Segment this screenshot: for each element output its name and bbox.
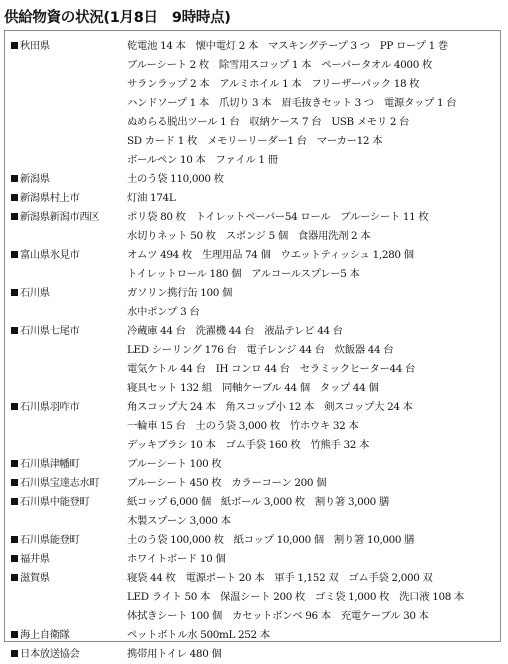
- supply-item-line: デッキブラシ 10 本 ゴム手袋 160 枚 竹熊手 32 本: [127, 439, 370, 451]
- supply-item-line: 一輪車 15 台 土のう袋 3,000 枚 竹ホウキ 32 本: [127, 420, 359, 432]
- supply-item-line: ぬめらる脱出ツール 1 台 収納ケース 7 台 USB メモリ 2 台: [127, 116, 410, 128]
- supply-items: [127, 626, 496, 645]
- location-label: [11, 37, 50, 56]
- supply-item-line: ホワイトボード 10 個: [127, 553, 226, 565]
- supply-item-line: ハンドソープ 1 本 爪切り 3 本 眉毛抜きセット 3 つ 電源タップ 1 台: [127, 97, 457, 109]
- supply-row: [5, 455, 500, 474]
- supply-item-line: 土のう袋 110,000 枚: [127, 173, 224, 185]
- supply-item-line: オムツ 494 枚 生理用品 74 個 ウエットティッシュ 1,280 個: [127, 249, 414, 261]
- bullet-square-icon: [11, 460, 18, 467]
- supply-item-line: 角スコップ大 24 本 角スコップ小 12 本 剣スコップ大 24 本: [127, 401, 413, 413]
- supply-item-line: LED ライト 50 本 保温シート 200 枚 ゴミ袋 1,000 枚 洗口液 108 本: [127, 591, 464, 603]
- supply-items: [127, 37, 496, 170]
- location-name: 石川県七尾市: [20, 325, 80, 337]
- location-label: [11, 493, 89, 512]
- supply-items: [127, 189, 496, 208]
- supply-item-line: ペットボトル水 500mL 252 本: [127, 629, 270, 641]
- supply-row: [5, 474, 500, 493]
- supply-row: [5, 246, 500, 284]
- supply-items: [127, 645, 496, 664]
- location-name: 石川県能登町: [20, 534, 80, 546]
- supply-item-line: ボールペン 10 本 ファイル 1 冊: [127, 154, 278, 166]
- supply-items: [127, 208, 496, 246]
- bullet-square-icon: [11, 574, 18, 581]
- location-name: 石川県中能登町: [20, 496, 90, 508]
- location-label: [11, 170, 50, 189]
- bullet-square-icon: [11, 194, 18, 201]
- supply-item-line: 乾電池 14 本 懐中電灯 2 本 マスキングテープ 3 つ PP ロープ 1 巻: [127, 40, 448, 52]
- supply-items: [127, 246, 496, 284]
- bullet-square-icon: [11, 251, 18, 258]
- supply-row: [5, 189, 500, 208]
- supply-items: [127, 550, 496, 569]
- supply-item-line: 土のう袋 100,000 枚 紙コップ 10,000 個 割り箸 10,000 膳: [127, 534, 415, 546]
- location-label: [11, 322, 79, 341]
- supply-items: [127, 474, 496, 493]
- location-name: 滋賀県: [20, 572, 50, 584]
- location-label: [11, 455, 79, 474]
- location-label: [11, 531, 79, 550]
- supply-item-line: 体拭きシート 100 個 カセットボンベ 96 本 充電ケーブル 30 本: [127, 610, 429, 622]
- supply-items: [127, 455, 496, 474]
- location-name: 石川県宝達志水町: [20, 477, 100, 489]
- supply-row: [5, 550, 500, 569]
- supply-item-line: ブルーシート 2 枚 除雪用スコップ 1 本 ペーパータオル 4000 枚: [127, 59, 432, 71]
- supply-item-line: ブルーシート 100 枚: [127, 458, 222, 470]
- bullet-square-icon: [11, 175, 18, 182]
- supply-items: [127, 569, 496, 626]
- supply-item-line: 電気ケトル 44 台 IH コンロ 44 台 セラミックヒーター44 台: [127, 363, 416, 375]
- supply-items: [127, 322, 496, 398]
- bullet-square-icon: [11, 498, 18, 505]
- bullet-square-icon: [11, 536, 18, 543]
- location-label: [11, 284, 50, 303]
- page-title: 供給物資の状況(1月8日 9時時点): [4, 10, 231, 26]
- location-name: 福井県: [20, 553, 50, 565]
- supply-items: [127, 398, 496, 455]
- location-name: 日本放送協会: [20, 648, 80, 660]
- location-label: [11, 474, 99, 493]
- bullet-square-icon: [11, 631, 18, 638]
- supply-item-line: ポリ袋 80 枚 トイレットペーパー54 ロール ブルーシート 11 枚: [127, 211, 429, 223]
- location-name: 新潟県村上市: [20, 192, 80, 204]
- location-name: 秋田県: [20, 40, 50, 52]
- supply-item-line: 木製スプーン 3,000 本: [127, 515, 231, 527]
- supply-item-line: 水切りネット 50 枚 スポンジ 5 個 食器用洗剤 2 本: [127, 230, 371, 242]
- supply-row: [5, 170, 500, 189]
- supply-row: [5, 569, 500, 626]
- bullet-square-icon: [11, 42, 18, 49]
- supply-item-line: ガソリン携行缶 100 個: [127, 287, 233, 299]
- supply-row: [5, 322, 500, 398]
- bullet-square-icon: [11, 213, 18, 220]
- location-name: 石川県津幡町: [20, 458, 80, 470]
- supply-item-line: ブルーシート 450 枚 カラーコーン 200 個: [127, 477, 327, 489]
- location-name: 新潟県新潟市西区: [20, 211, 100, 223]
- supply-item-line: SD カード 1 枚 メモリーリーダー1 台 マーカー12 本: [127, 135, 383, 147]
- bullet-square-icon: [11, 555, 18, 562]
- location-name: 富山県氷見市: [20, 249, 80, 261]
- supply-item-line: トイレットロール 180 個 アルコールスプレー5 本: [127, 268, 360, 280]
- supply-items: [127, 284, 496, 322]
- supply-row: [5, 284, 500, 322]
- location-name: 石川県: [20, 287, 50, 299]
- supply-row: [5, 208, 500, 246]
- supply-row: [5, 645, 500, 664]
- location-label: [11, 550, 50, 569]
- location-label: [11, 208, 99, 227]
- supply-item-line: 水中ポンプ 3 台: [127, 306, 200, 318]
- supply-item-line: LED シーリング 176 台 電子レンジ 44 台 炊飯器 44 台: [127, 344, 394, 356]
- supply-item-line: 寝具セット 132 組 同軸ケーブル 44 個 タップ 44 個: [127, 382, 379, 394]
- supply-item-line: サランラップ 2 本 アルミホイル 1 本 フリーザーパック 18 枚: [127, 78, 420, 90]
- location-label: [11, 398, 79, 417]
- location-name: 新潟県: [20, 173, 50, 185]
- supply-items: [127, 493, 496, 531]
- supply-item-line: 冷蔵庫 44 台 洗濯機 44 台 液晶テレビ 44 台: [127, 325, 343, 337]
- supply-item-line: 寝袋 44 枚 電源ポート 20 本 軍手 1,152 双 ゴム手袋 2,000 双: [127, 572, 433, 584]
- bullet-square-icon: [11, 403, 18, 410]
- bullet-square-icon: [11, 327, 18, 334]
- bullet-square-icon: [11, 289, 18, 296]
- location-name: 海上自衛隊: [20, 629, 70, 641]
- location-label: [11, 569, 50, 588]
- bullet-square-icon: [11, 650, 18, 657]
- location-name: 石川県羽咋市: [20, 401, 80, 413]
- supply-item-line: 携帯用トイレ 480 個: [127, 648, 222, 660]
- supply-row: [5, 493, 500, 531]
- supply-row: [5, 37, 500, 170]
- supply-item-line: 紙コップ 6,000 個 紙ボール 3,000 枚 割り箸 3,000 膳: [127, 496, 389, 508]
- location-label: [11, 246, 79, 265]
- location-label: [11, 645, 79, 664]
- location-label: [11, 626, 69, 645]
- supply-row: [5, 398, 500, 455]
- supply-row: [5, 626, 500, 645]
- bullet-square-icon: [11, 479, 18, 486]
- supply-row: [5, 531, 500, 550]
- supply-table: [4, 30, 501, 660]
- supply-items: [127, 170, 496, 189]
- supply-items: [127, 531, 496, 550]
- supply-item-line: 灯油 174L: [127, 192, 176, 204]
- location-label: [11, 189, 79, 208]
